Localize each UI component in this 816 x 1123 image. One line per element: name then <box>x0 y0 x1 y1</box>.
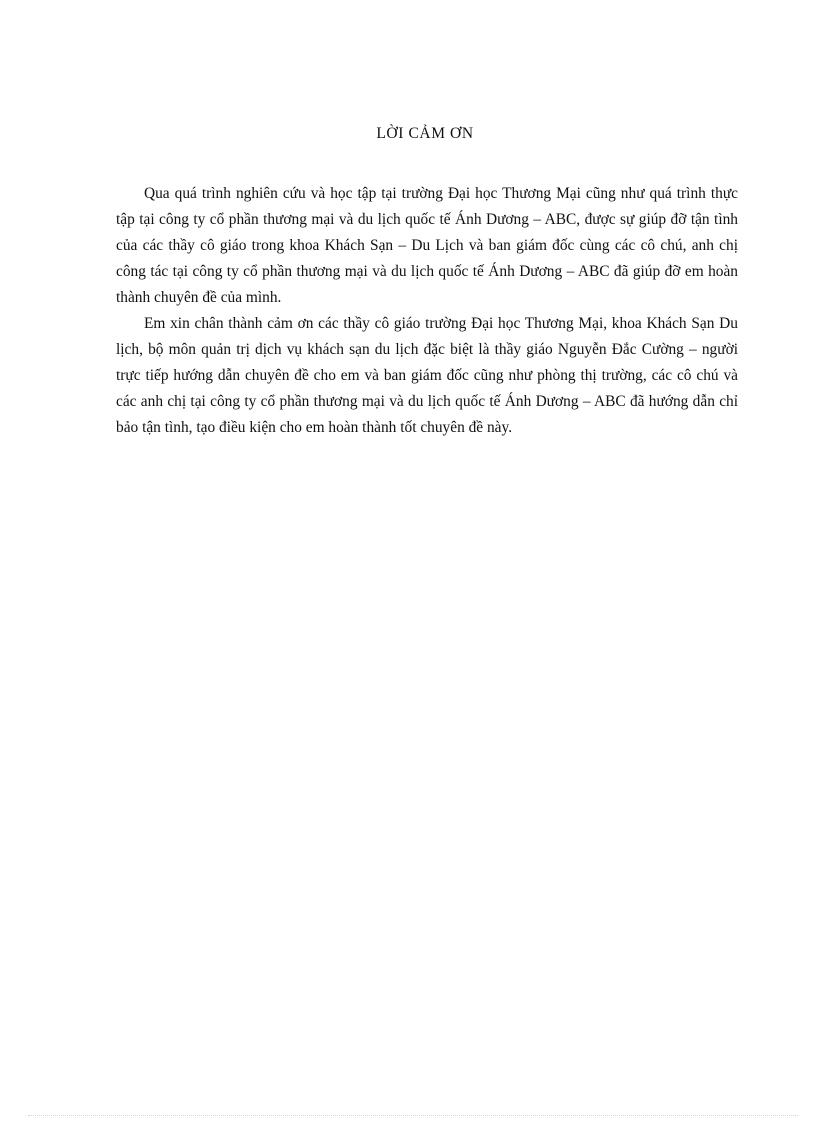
paragraph-1: Qua quá trình nghiên cứu và học tập tại trường Đại học Thương Mại cũng như quá trình thực tập tại công ty cổ phần thương mại và du lịch quốc tế Ánh Dương – ABC, được sự giúp đỡ tận tình của các thầy cô giáo trong khoa Khách Sạn – Du Lịch và ban giám đốc cùng các cô chú, anh chị công tác tại công ty cổ phần thương mại và du lịch quốc tế Ánh Dương – ABC đã giúp đỡ em hoàn thành chuyên đề của mình. <box>116 185 738 306</box>
paragraph-2: Em xin chân thành cảm ơn các thầy cô giáo trường Đại học Thương Mại, khoa Khách Sạn Du lịch, bộ môn quản trị dịch vụ khách sạn du lịch đặc biệt là thầy giáo Nguyễn Đắc Cường – người trực tiếp hướng dẫn chuyên đề cho em và ban giám đốc cũng như phòng thị trường, các cô chú và các anh chị tại công ty cổ phần thương mại và du lịch quốc tế Ánh Dương – ABC đã hướng dẫn chỉ bảo tận tình, tạo điều kiện cho em hoàn thành tốt chuyên đề này. <box>116 315 738 436</box>
body-text <box>116 181 738 441</box>
page-title: LỜI CẢM ƠN <box>376 125 474 142</box>
page-bottom-divider <box>28 1115 798 1116</box>
